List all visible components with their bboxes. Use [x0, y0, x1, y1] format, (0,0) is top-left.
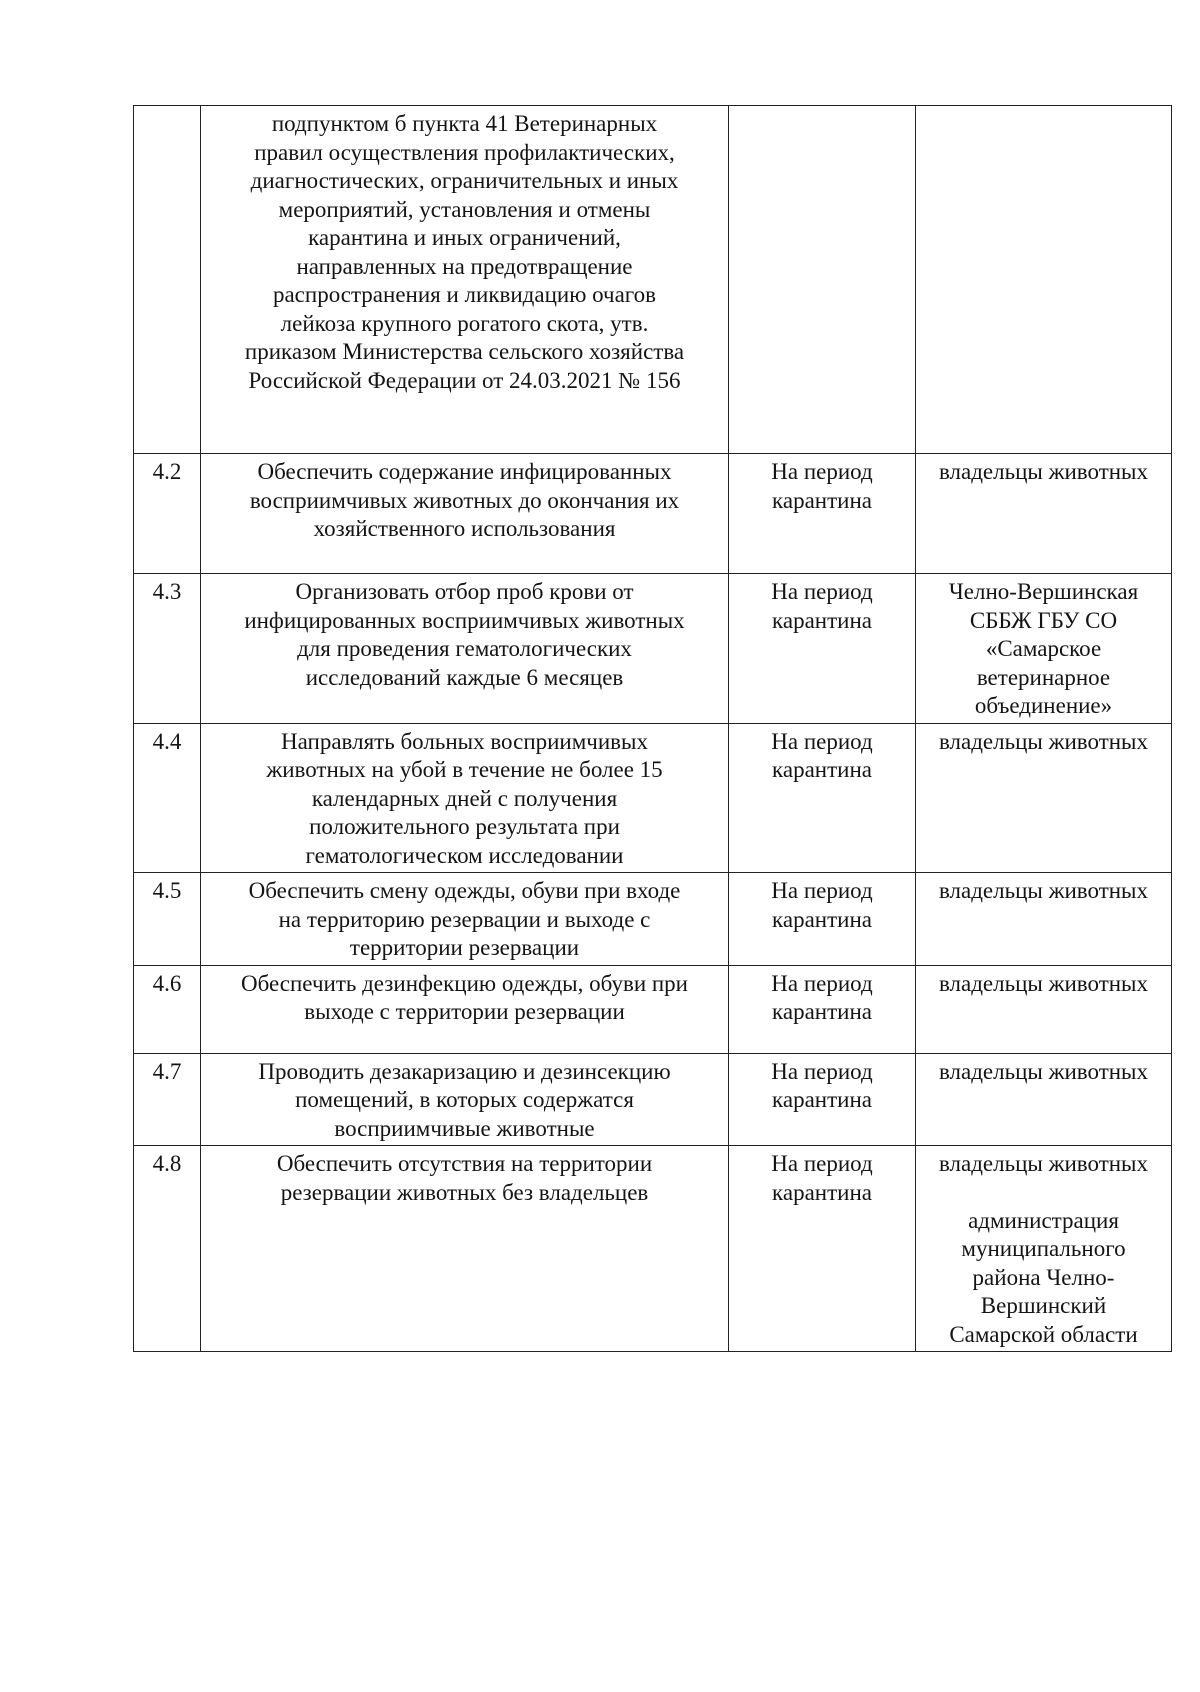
responsible-text [916, 106, 1172, 454]
term-text [729, 106, 916, 454]
row-number: 4.4 [134, 723, 201, 873]
row-number: 4.7 [134, 1053, 201, 1146]
responsible-text: владельцы животных [916, 454, 1172, 574]
spacer [924, 1179, 1163, 1207]
row-number: 4.6 [134, 965, 201, 1053]
responsible-text: владельцы животных [916, 965, 1172, 1053]
term-text: На период карантина [729, 965, 916, 1053]
measure-text: Проводить дезакаризацию и дезинсекцию помещений, в которых содержатся восприимчивые животные [201, 1053, 729, 1146]
responsible-text: Челно-Вершинская СББЖ ГБУ СО «Самарское ветеринарное объединение» [916, 574, 1172, 724]
table-row [134, 1053, 1172, 1146]
measures-table [133, 105, 1172, 1352]
measure-text: Организовать отбор проб крови от инфицированных восприимчивых животных для проведения гематологических исследований каждые 6 месяцев [201, 574, 729, 724]
row-number: 4.5 [134, 873, 201, 966]
responsible-text: владельцы животных [938, 1151, 1149, 1176]
table-row [134, 574, 1172, 724]
table-row [134, 723, 1172, 873]
term-text: На период карантина [729, 723, 916, 873]
table-row [134, 965, 1172, 1053]
responsible-extra-text: администрация муниципального района Челно- Вершинский Самарской области [949, 1207, 1138, 1347]
responsible-text: владельцы животных [916, 723, 1172, 873]
table-row [134, 454, 1172, 574]
responsible-cell [916, 1146, 1172, 1352]
measure-text: Направлять больных восприимчивых животных на убой в течение не более 15 календарных дней с получения положительного результата при гематологическом исследовании [201, 723, 729, 873]
term-text: На период карантина [729, 873, 916, 966]
measure-text: Обеспечить отсутствия на территории резервации животных без владельцев [201, 1146, 729, 1352]
table-row [134, 106, 1172, 454]
term-text: На период карантина [729, 1146, 916, 1352]
measure-text: Обеспечить содержание инфицированных восприимчивых животных до окончания их хозяйственного использования [201, 454, 729, 574]
measure-text: подпунктом б пункта 41 Ветеринарных правил осуществления профилактических, диагностических, ограничительных и иных мероприятий, установления и отмены карантина и иных ограничений, направленных на предотвращение распространения и ликвидацию очагов лейкоза крупного рогатого скота, утв. приказом Министерства сельского хозяйства Российской Федерации от 24.03.2021 № 156 [201, 106, 729, 454]
row-number: 4.3 [134, 574, 201, 724]
responsible-text: владельцы животных [916, 1053, 1172, 1146]
table-row [134, 1146, 1172, 1352]
row-number [134, 106, 201, 454]
term-text: На период карантина [729, 574, 916, 724]
measure-text: Обеспечить дезинфекцию одежды, обуви при выходе с территории резервации [201, 965, 729, 1053]
measure-text: Обеспечить смену одежды, обуви при входе на территорию резервации и выходе с территории резервации [201, 873, 729, 966]
row-number: 4.2 [134, 454, 201, 574]
row-number: 4.8 [134, 1146, 201, 1352]
term-text: На период карантина [729, 454, 916, 574]
term-text: На период карантина [729, 1053, 916, 1146]
table-row [134, 873, 1172, 966]
responsible-text: владельцы животных [916, 873, 1172, 966]
